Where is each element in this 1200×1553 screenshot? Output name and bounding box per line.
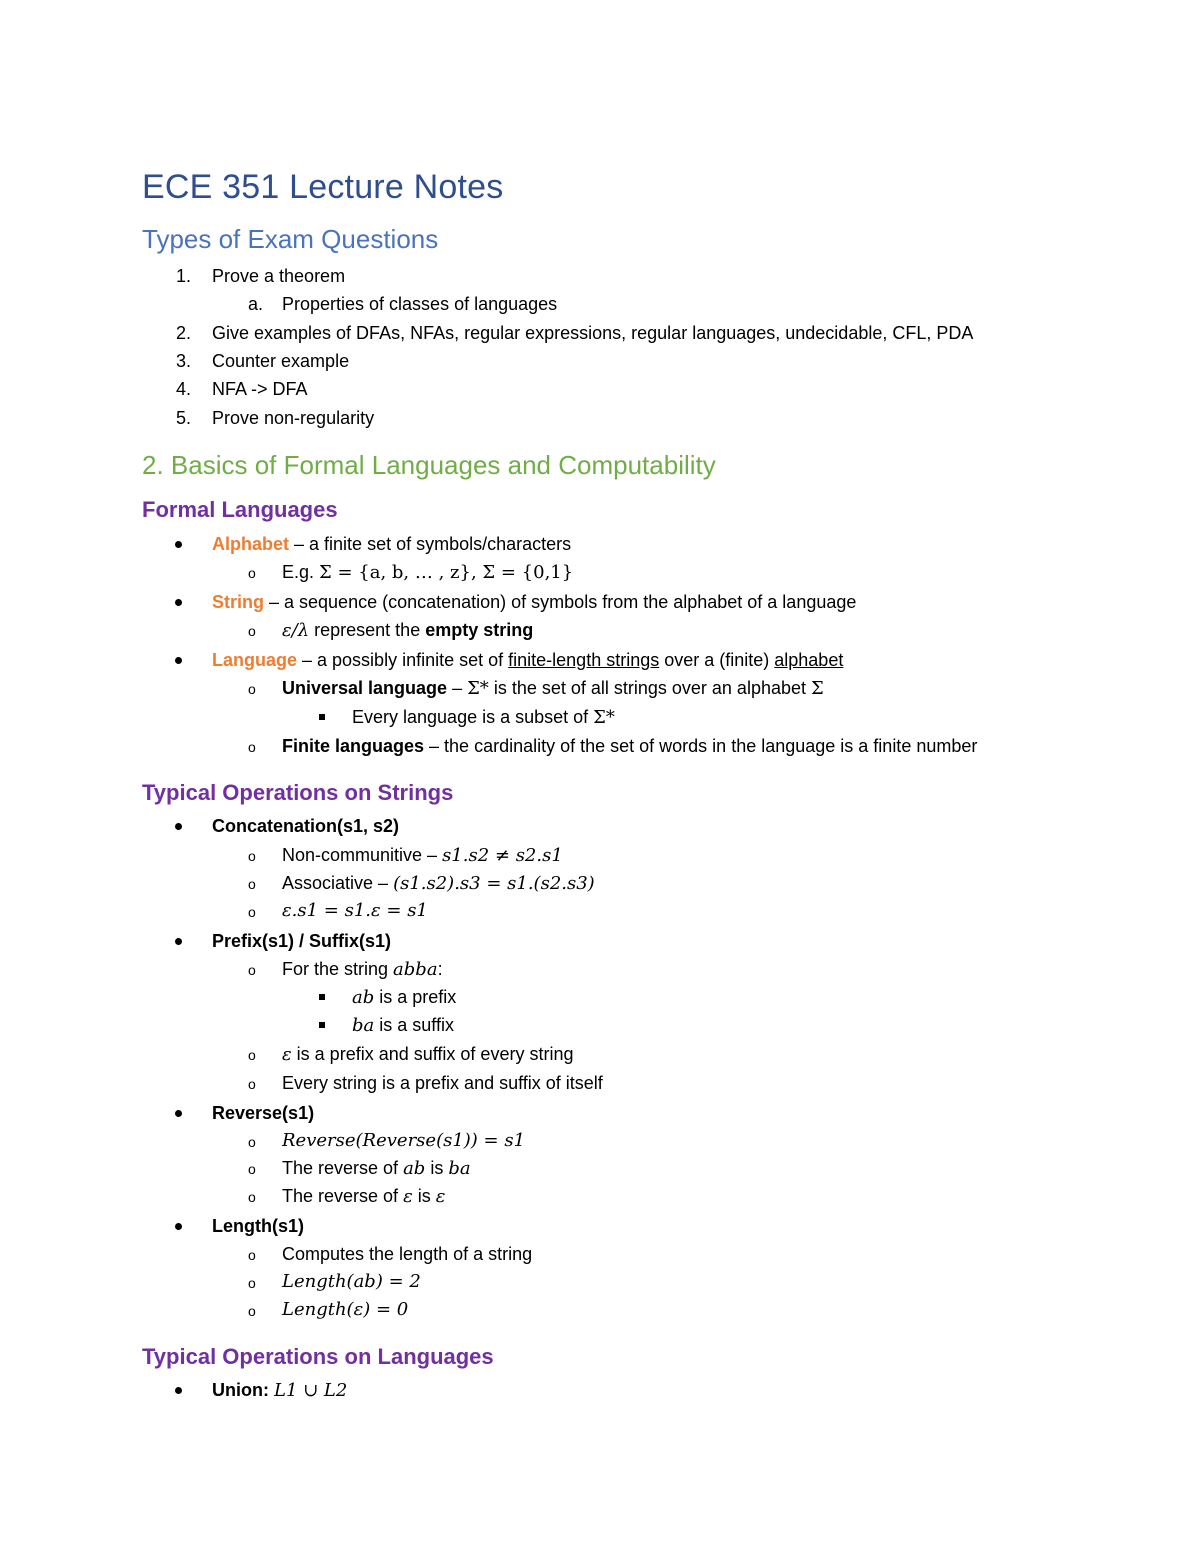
circle-bullet-icon: o [248, 1247, 256, 1263]
heading-types-of-exam-questions: Types of Exam Questions [142, 224, 439, 254]
universal-text: is the set of all strings over an alphabet [488, 678, 811, 698]
bullet-icon [175, 657, 182, 664]
bullet-icon [175, 541, 182, 548]
suffix-example [352, 1014, 454, 1037]
epsilon-identity-math: ε.s1 = s1.ε = s1 [282, 900, 428, 921]
universal-language-bold: Universal language [282, 678, 448, 698]
circle-bullet-icon: o [248, 1161, 256, 1177]
heading-formal-languages: Formal Languages [142, 497, 338, 522]
epsilon-math: ε [282, 1044, 292, 1065]
length-heading: Length(s1) [212, 1216, 304, 1236]
heading-operations-on-strings: Typical Operations on Strings [142, 780, 454, 805]
list-item: Properties of classes of languages [282, 294, 558, 314]
circle-bullet-icon: o [248, 739, 256, 755]
length-ab-math: Length(ab) = 2 [282, 1271, 421, 1292]
prefix-example [352, 986, 456, 1009]
universal-language [282, 677, 824, 700]
epsilon-math: ε [403, 1186, 413, 1207]
list-item: Prove non-regularity [212, 408, 375, 428]
circle-bullet-icon: o [248, 1076, 256, 1092]
circle-bullet-icon: o [248, 681, 256, 697]
list-number: 5. [176, 408, 192, 428]
ab-math: ab [403, 1158, 426, 1179]
list-item: Prove a theorem [212, 266, 346, 286]
bullet-icon [175, 1110, 182, 1117]
circle-bullet-icon: o [248, 1047, 256, 1063]
is-text: is [412, 1186, 436, 1206]
circle-bullet-icon: o [248, 1189, 256, 1205]
circle-bullet-icon: o [248, 1275, 256, 1291]
string-definition [212, 591, 856, 613]
square-bullet-icon [319, 714, 325, 720]
square-bullet-icon [319, 1022, 325, 1028]
alphabet-example-math: Σ = {a, b, … , z}, Σ = {0,1} [319, 562, 574, 583]
length-description: Computes the length of a string [282, 1244, 533, 1264]
circle-bullet-icon: o [248, 623, 256, 639]
concatenation-heading: Concatenation(s1, s2) [212, 816, 400, 836]
list-letter: a. [248, 294, 264, 314]
term-language: Language [212, 650, 298, 670]
reverse-identity-math: Reverse(Reverse(s1)) = s1 [282, 1130, 526, 1151]
underlined-finite-length-strings: finite-length strings [508, 650, 660, 670]
language-def-text: over a (finite) [659, 650, 775, 670]
heading-section-2: 2. Basics of Formal Languages and Computability [142, 450, 716, 480]
list-number: 3. [176, 351, 192, 371]
associative-math: (s1.s2).s3 = s1.(s2.s3) [393, 873, 595, 894]
sigma-math: Σ [811, 678, 824, 699]
string-def-text: – a sequence (concatenation) of symbols from the alphabet of a language [264, 592, 857, 612]
every-string-note: Every string is a prefix and suffix of itself [282, 1073, 603, 1093]
for-the-string-text: For the string [282, 959, 394, 979]
circle-bullet-icon: o [248, 848, 256, 864]
reverse-ab-note [282, 1157, 471, 1180]
bullet-icon [175, 938, 182, 945]
list-number: 4. [176, 379, 192, 399]
empty-string-bold: empty string [425, 620, 534, 640]
bullet-icon [175, 823, 182, 830]
alphabet-definition [212, 533, 571, 555]
prefix-text: is a prefix [374, 987, 457, 1007]
subset-text: Every language is a subset of [352, 707, 594, 727]
reverse-text: The reverse of [282, 1186, 404, 1206]
circle-bullet-icon: o [248, 876, 256, 892]
abba-math: abba [393, 959, 438, 980]
empty-string-math: ε/λ [282, 620, 310, 641]
list-number: 2. [176, 323, 192, 343]
epsilon-math: ε [435, 1186, 446, 1207]
colon: : [437, 959, 443, 979]
bullet-icon [175, 1387, 182, 1394]
bullet-icon [175, 1223, 182, 1230]
associative-text: Associative – [282, 873, 394, 893]
circle-bullet-icon: o [248, 904, 256, 920]
circle-bullet-icon: o [248, 565, 256, 581]
suffix-text: is a suffix [374, 1015, 454, 1035]
finite-languages-bold: Finite languages [282, 736, 425, 756]
non-communitive-note [282, 844, 563, 867]
empty-string-text: represent the [309, 620, 426, 640]
sigma-star-math: Σ* [467, 678, 489, 699]
circle-bullet-icon: o [248, 1134, 256, 1150]
language-definition [212, 649, 843, 671]
is-text: is [425, 1158, 449, 1178]
union-item [212, 1379, 347, 1402]
finite-languages-text: – the cardinality of the set of words in the language is a finite number [424, 736, 978, 756]
square-bullet-icon [319, 994, 325, 1000]
example-label: E.g. [282, 562, 320, 582]
bullet-icon [175, 599, 182, 606]
universal-dash: – [447, 678, 468, 698]
ba-math: ba [352, 1015, 375, 1036]
non-communitive-text: Non-communitive – [282, 845, 443, 865]
epsilon-prefix-note [282, 1043, 573, 1066]
for-the-string-note [282, 958, 443, 981]
circle-bullet-icon: o [248, 1303, 256, 1319]
alphabet-def-text: – a finite set of symbols/characters [289, 534, 572, 554]
circle-bullet-icon: o [248, 962, 256, 978]
empty-string-note [282, 619, 533, 642]
page-title: ECE 351 Lecture Notes [142, 168, 504, 206]
reverse-epsilon-note [282, 1185, 445, 1208]
term-string: String [212, 592, 264, 612]
reverse-heading: Reverse(s1) [212, 1103, 315, 1123]
epsilon-prefix-text: is a prefix and suffix of every string [291, 1044, 574, 1064]
term-alphabet: Alphabet [212, 534, 290, 554]
finite-languages [282, 735, 977, 757]
list-item: Counter example [212, 351, 350, 371]
length-epsilon-math: Length(ε) = 0 [282, 1299, 409, 1320]
underlined-alphabet: alphabet [774, 650, 844, 670]
list-number: 1. [176, 266, 192, 286]
union-math: L1 ∪ L2 [273, 1380, 348, 1401]
heading-operations-on-languages: Typical Operations on Languages [142, 1344, 494, 1369]
prefix-suffix-heading: Prefix(s1) / Suffix(s1) [212, 931, 392, 951]
list-item: NFA -> DFA [212, 379, 308, 399]
reverse-text: The reverse of [282, 1158, 404, 1178]
ba-math: ba [448, 1158, 471, 1179]
associative-note [282, 872, 595, 895]
union-bold: Union: [212, 1380, 274, 1400]
language-def-text: – a possibly infinite set of [297, 650, 509, 670]
non-communitive-math: s1.s2 ≠ s2.s1 [442, 845, 563, 866]
sigma-star-math: Σ* [593, 707, 615, 728]
list-item: Give examples of DFAs, NFAs, regular expressions, regular languages, undecidable, CFL, PDA [212, 323, 974, 343]
subset-note [352, 706, 615, 729]
alphabet-example [282, 561, 573, 584]
ab-math: ab [352, 987, 375, 1008]
